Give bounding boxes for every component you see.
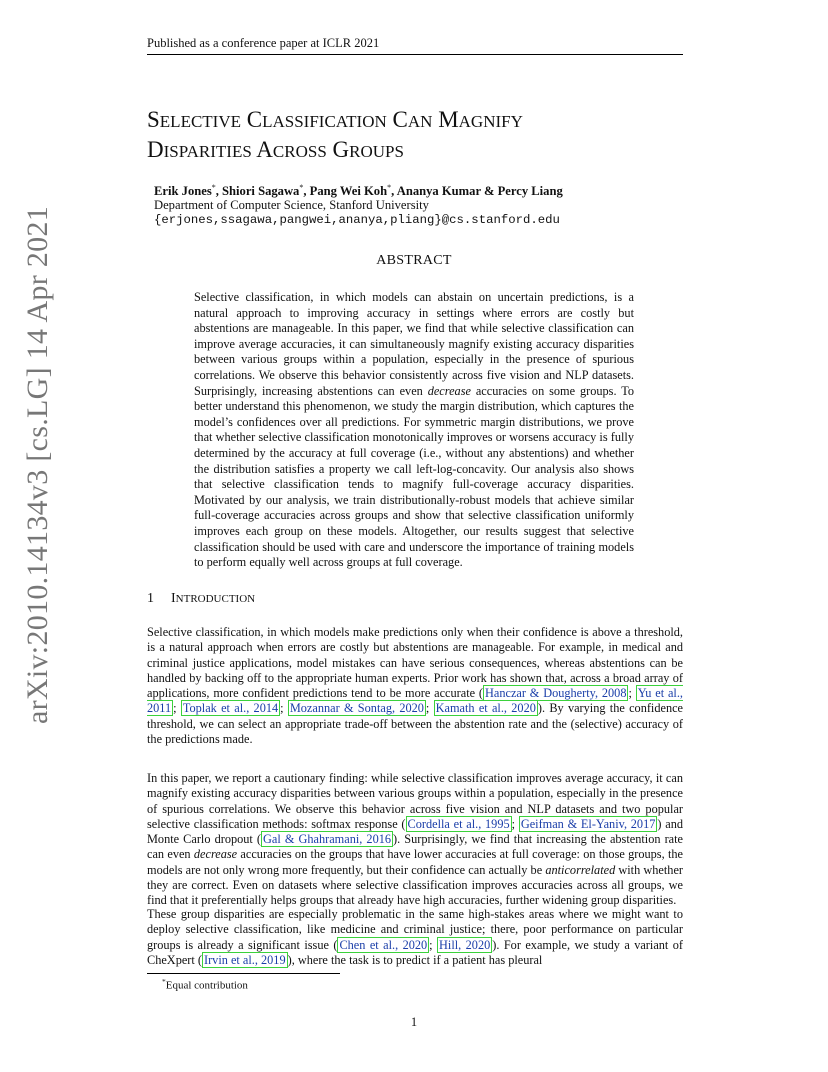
author-name: Shiori Sagawa <box>222 184 300 199</box>
footnote-rule <box>147 973 340 974</box>
section-heading <box>147 591 255 607</box>
citation-link[interactable]: Gal & Ghahramani, 2016 <box>263 832 392 847</box>
equal-contribution-mark: * <box>387 183 392 192</box>
citation-link[interactable]: Hanczar & Dougherty, 2008 <box>485 686 627 701</box>
title-line-1 <box>147 106 707 136</box>
arxiv-stamp <box>0 0 60 1072</box>
intro-paragraph-2: In this paper, we report a cautionary finding: while selective classification improves average accuracy, it can magnify existing accuracy disparities between various groups within a population, especially in the presence of spurious correlations. We observe this behavior across five vision and NLP datasets and two popular selective classification methods: softmax response ( Cordella et al., 1995 ; Geifman & El-Yaniv, 2017 ) and Monte Carlo dropout ( Gal & Ghahramani, 2016 ). Surprisingly, we find that increasing the abstention rate can even decrease accuracies on the groups that have lower accuracies at full coverage: on those groups, the models are not only wrong more frequently, but their confidence can actually be anticorrelated with whether they are correct. Even on datasets where selective classification improves accuracies across all groups, we find that it preferentially helps groups that already have high accuracies, further widening group disparities. <box>147 771 683 908</box>
citation-link[interactable]: Kamath et al., 2020 <box>435 701 536 716</box>
author-name: Pang Wei Koh <box>309 184 388 199</box>
title-word: GROUPS <box>332 137 404 162</box>
citation-link[interactable]: Yu et al., 2011 <box>147 686 683 716</box>
abstract-heading: ABSTRACT <box>376 253 452 268</box>
footnote <box>162 977 248 992</box>
title-word: ACROSS <box>256 137 327 162</box>
citation-link[interactable]: Mozannar & Sontag, 2020 <box>289 701 424 716</box>
title-word: CAN <box>392 107 433 132</box>
intro-paragraph-3: These group disparities are especially problematic in the same high-stakes areas where we might want to deploy selective classification, like medicine and criminal justice; there, poor performance on particular groups is already a significant issue ( Chen et al., 2020 ; Hill, 2020 ). For example, we study a variant of CheXpert ( Irvin et al., 2019 ), where the task is to predict if a patient has pleural <box>147 907 684 967</box>
footnote-mark: * <box>162 977 166 986</box>
author-emails: {erjones,ssagawa,pangwei,ananya,pliang}@cs.stanford.edu <box>154 213 560 227</box>
emphasis: decrease <box>193 847 238 862</box>
citation-link[interactable]: Toplak et al., 2014 <box>182 701 279 716</box>
abstract-body: Selective classification, in which models can abstain on uncertain predictions, is a natural approach to improving accuracy in settings where errors are costly but abstentions are manageable. In this paper, we find that while selective classification can improve average accuracies, it can simultaneously magnify existing accuracy disparities between various groups within a population, especially in the presence of spurious correlations. We observe this behavior consistently across five vision and NLP datasets. Surprisingly, increasing abstentions can even decrease accuracies on some groups. To better understand this phenomenon, we study the margin distribution, which captures the model’s confidences over all predictions. For symmetric margin distributions, we prove that whether selective classification monotonically improves or worsens accuracy is fully determined by the accuracy at full coverage (i.e., without any abstentions) and whether the distribution satisfies a property we call left-log-concavity. Our analysis also shows that selective classification tends to magnify full-coverage accuracy disparities. Motivated by our analysis, we train distributionally-robust models that achieve similar full-coverage accuracies across groups and show that selective classification uniformly improves each group on these models. Altogether, our results suggest that selective classification should be used with care and underscore the importance of training models to perform equally well across groups at full coverage. <box>194 290 634 570</box>
title-line-2 <box>147 136 707 166</box>
citation-link[interactable]: Chen et al., 2020 <box>339 937 428 952</box>
equal-contribution-mark: * <box>211 183 216 192</box>
author-list: Erik Jones*, Shiori Sagawa*, Pang Wei Koh*, Ananya Kumar & Percy Liang <box>154 183 563 199</box>
citation-link[interactable]: Cordella et al., 1995 <box>407 816 510 831</box>
paper-title <box>147 106 707 166</box>
arxiv-stamp-text: arXiv:2010.14134v3 [cs.LG] 14 Apr 2021 <box>21 205 54 725</box>
author-name: Ananya Kumar & Percy Liang <box>396 184 563 199</box>
section-title: INTRODUCTION <box>171 591 256 606</box>
header-rule <box>147 54 683 55</box>
emphasis: decrease <box>427 383 471 398</box>
section-number: 1 <box>147 591 154 606</box>
title-word: SELECTIVE <box>147 107 241 132</box>
author-name: Erik Jones <box>154 184 212 199</box>
title-word: DISPARITIES <box>147 137 252 162</box>
equal-contribution-mark: * <box>299 183 304 192</box>
citation-link[interactable]: Irvin et al., 2019 <box>203 952 286 967</box>
citation-link[interactable]: Geifman & El-Yaniv, 2017 <box>520 816 656 831</box>
footnote-text: Equal contribution <box>165 979 248 992</box>
title-word: MAGNIFY <box>438 107 523 132</box>
citation-link[interactable]: Hill, 2020 <box>439 937 491 952</box>
running-header: Published as a conference paper at ICLR 2021 <box>147 36 380 50</box>
page-number: 1 <box>410 1015 418 1029</box>
affiliation: Department of Computer Science, Stanford University <box>154 198 429 212</box>
emphasis: anticorrelated <box>545 862 616 877</box>
intro-paragraph-1: Selective classification, in which models make predictions only when their confidence is above a threshold, is a natural approach when errors are costly but abstentions are manageable. For example, in medical and criminal justice applications, model mistakes can have serious consequences, whereas abstentions can be handled by backing off to the appropriate human experts. Prior work has shown that, across a broad array of applications, more confident predictions tend to be more accurate ( Hanczar & Dougherty, 2008 ; Yu et al., 2011 ; Toplak et al., 2014 ; Mozannar & Sontag, 2020 ; Kamath et al., 2020 ). By varying the confidence threshold, we can select an appropriate trade-off between the abstention rate and the (selective) accuracy of the predictions made. <box>147 625 684 747</box>
title-word: CLASSIFICATION <box>246 107 387 132</box>
